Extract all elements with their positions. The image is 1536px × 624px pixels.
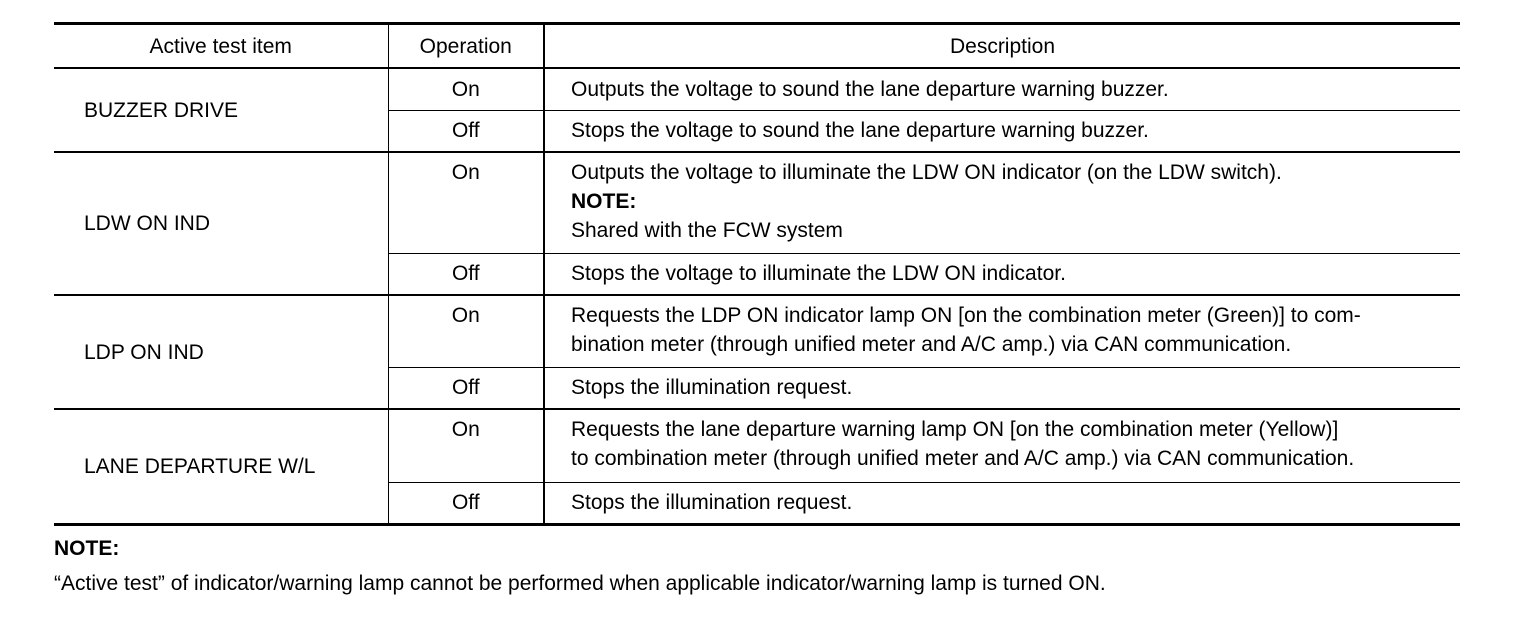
item-cell: BUZZER DRIVE [54, 68, 388, 152]
operation-cell: Off [388, 367, 544, 409]
note-heading: NOTE: [571, 190, 637, 213]
description-cell: Stops the illumination request. [544, 482, 1460, 524]
footer-note-title: NOTE: [54, 537, 120, 560]
table-row [54, 152, 1460, 253]
footer-note-text: “Active test” of indicator/warning lamp cannot be performed when applicable indicator/warning lamp is turned ON. [54, 572, 1106, 595]
description-cell: Stops the voltage to sound the lane departure warning buzzer. [544, 110, 1460, 152]
description-line: bination meter (through unified meter and A/C amp.) via CAN communication. [571, 333, 1292, 356]
active-test-table [54, 22, 1460, 526]
description-line: to combination meter (through unified meter and A/C amp.) via CAN communication. [571, 447, 1355, 470]
description-cell: Stops the illumination request. [544, 367, 1460, 409]
description-cell: Stops the voltage to illuminate the LDW ON indicator. [544, 253, 1460, 295]
description-cell [544, 409, 1460, 482]
description-line: Requests the lane departure warning lamp ON [on the combination meter (Yellow)] [571, 418, 1339, 441]
item-cell: LANE DEPARTURE W/L [54, 409, 388, 524]
description-text: Outputs the voltage to illuminate the LDW ON indicator (on the LDW switch). [571, 161, 1282, 184]
table-row [54, 68, 1460, 110]
operation-cell: Off [388, 253, 544, 295]
description-line: Requests the LDP ON indicator lamp ON [on the combination meter (Green)] to com- [571, 304, 1361, 327]
operation-cell: On [388, 68, 544, 110]
footer-note [54, 534, 1460, 598]
header-active-test-item: Active test item [54, 24, 388, 69]
operation-cell: On [388, 295, 544, 367]
header-description: Description [544, 24, 1460, 69]
table-row [54, 295, 1460, 367]
operation-cell: Off [388, 482, 544, 524]
description-cell [544, 152, 1460, 253]
table-header-row [54, 24, 1460, 69]
item-cell: LDP ON IND [54, 295, 388, 409]
table-row [54, 409, 1460, 482]
operation-cell: On [388, 152, 544, 253]
note-text: Shared with the FCW system [571, 219, 843, 242]
operation-cell: On [388, 409, 544, 482]
header-operation: Operation [388, 24, 544, 69]
description-cell: Outputs the voltage to sound the lane departure warning buzzer. [544, 68, 1460, 110]
description-cell [544, 295, 1460, 367]
operation-cell: Off [388, 110, 544, 152]
item-cell: LDW ON IND [54, 152, 388, 295]
